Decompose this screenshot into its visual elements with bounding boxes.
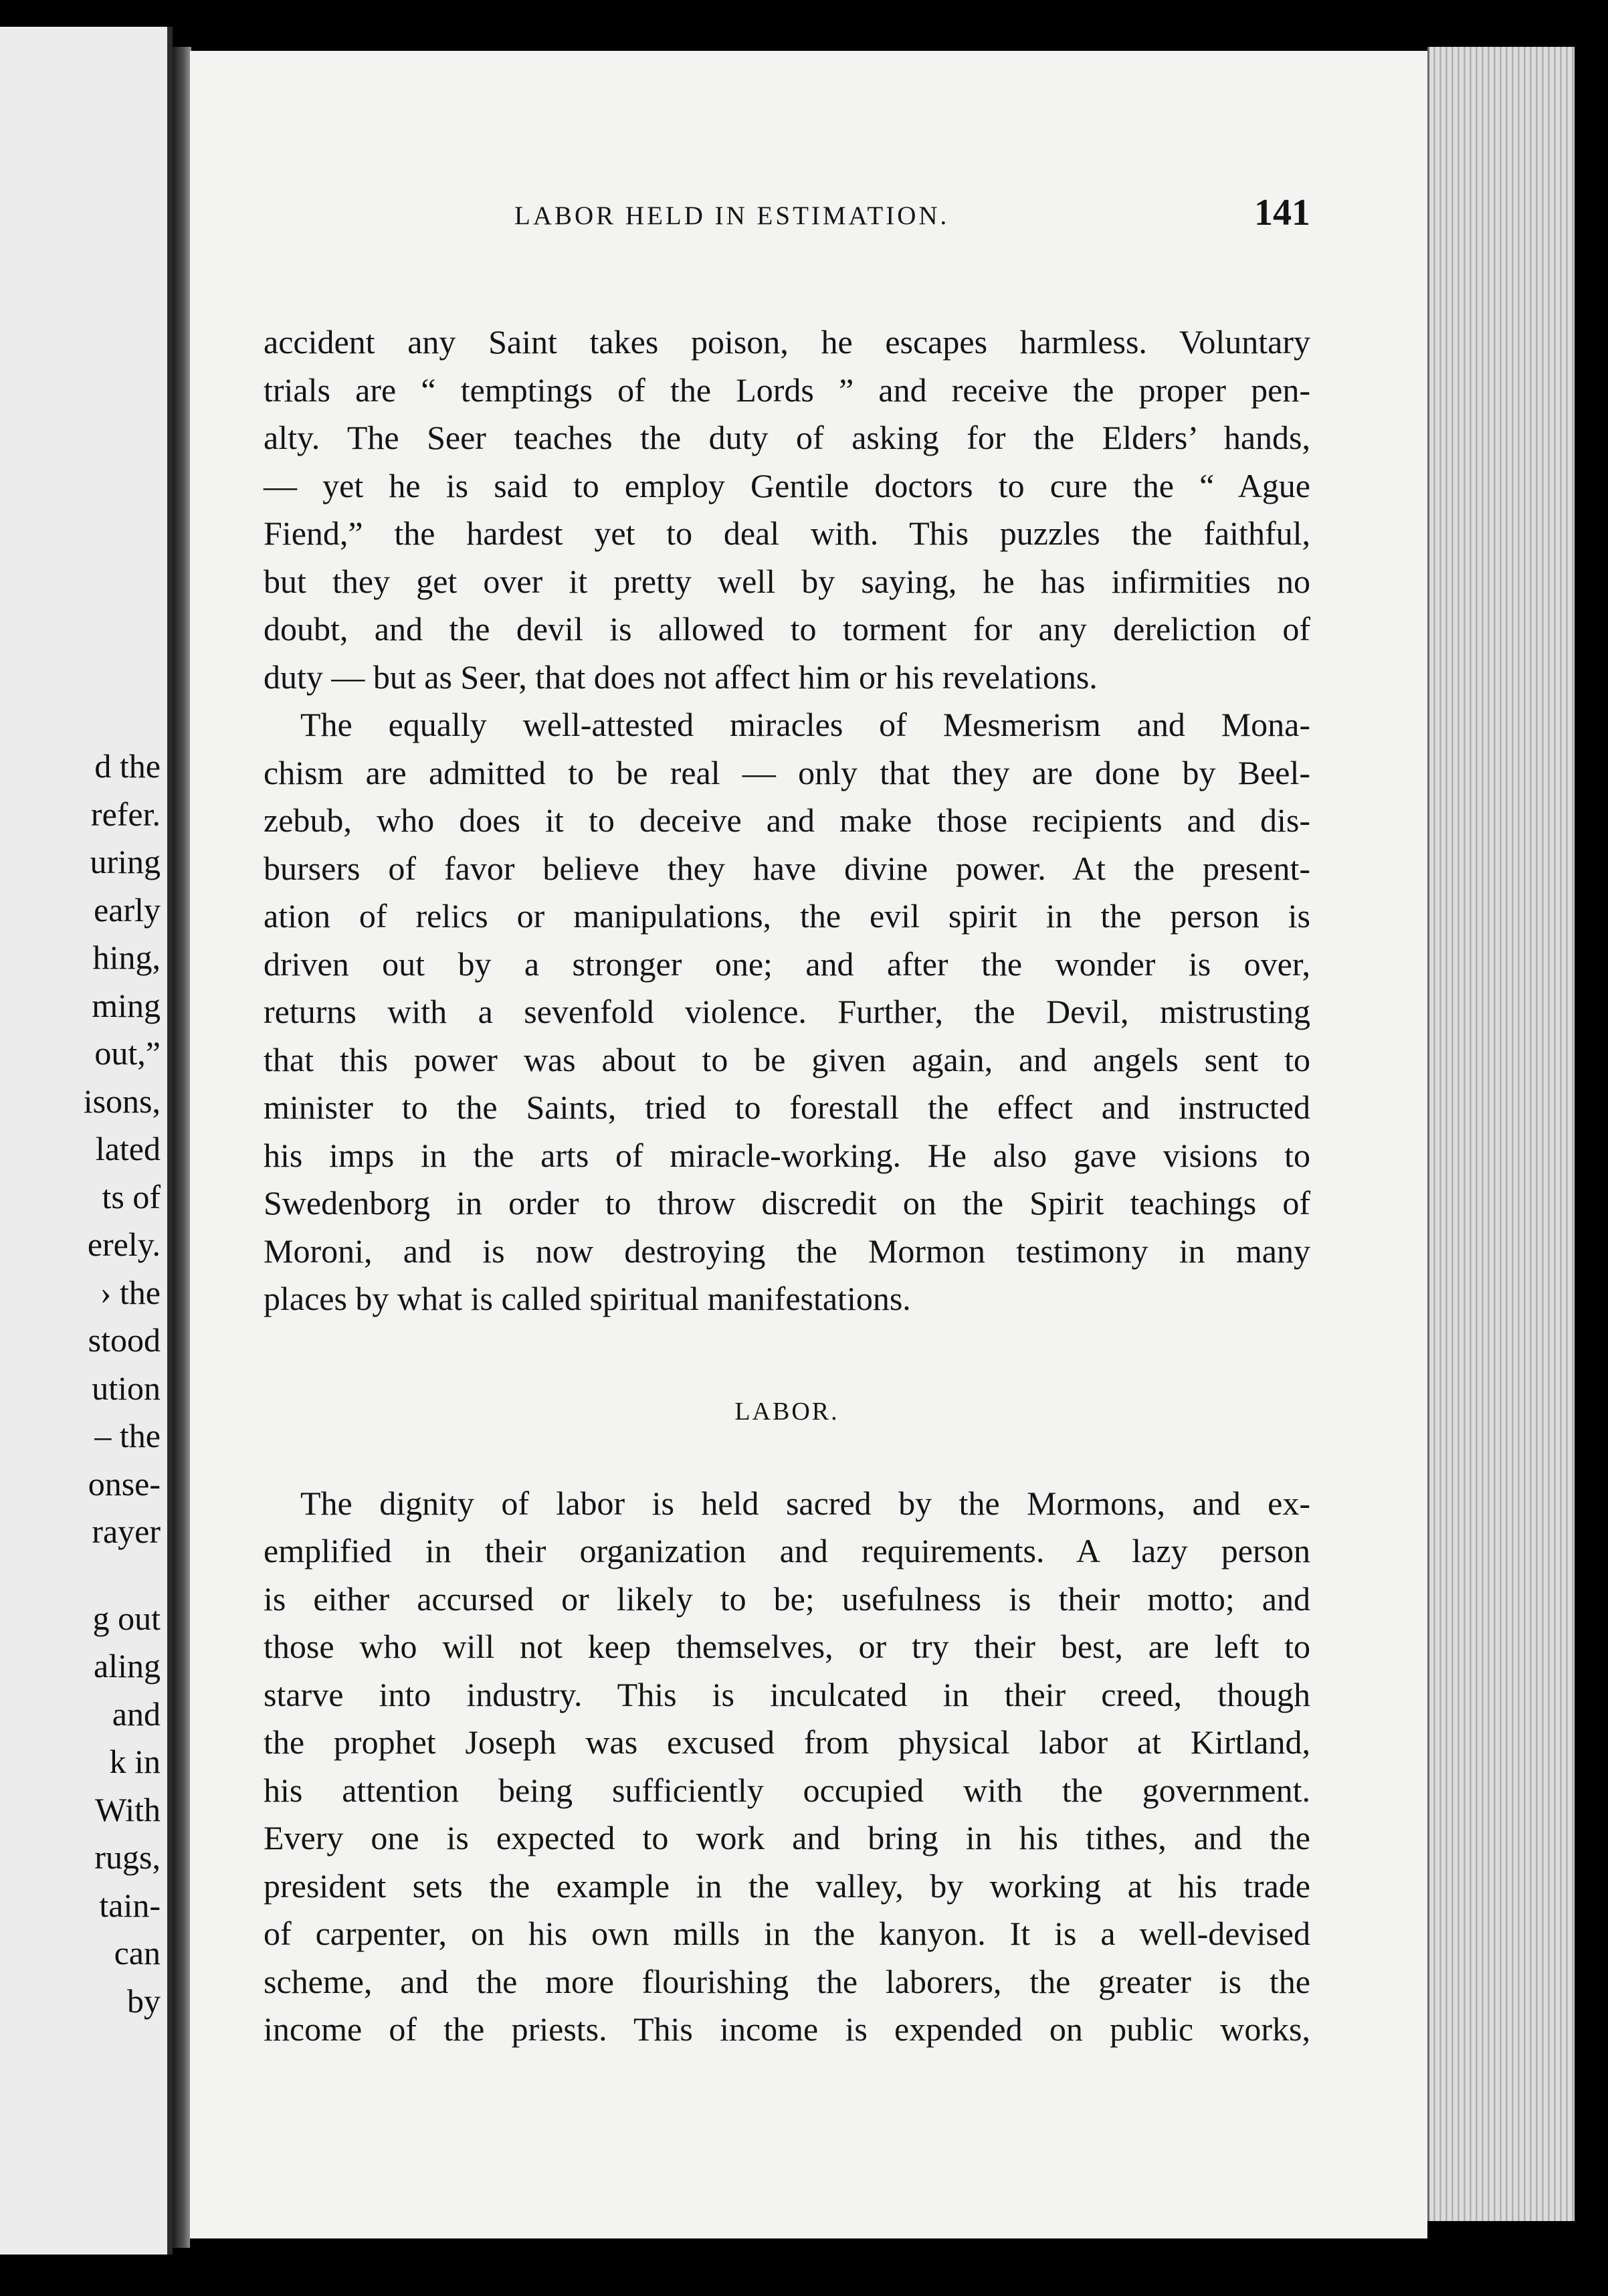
text-line: Fiend,” the hardest yet to deal with. This puzzles the faithful, bbox=[264, 514, 1310, 552]
text-line: Swedenborg in order to throw discredit on the Spirit teachings of bbox=[264, 1184, 1310, 1222]
text-line: The dignity of labor is held sacred by the Mormons, and ex- bbox=[300, 1484, 1310, 1522]
scan-border-bottom bbox=[190, 2238, 1608, 2296]
text-line: his attention being sufficiently occupied with the government. bbox=[264, 1771, 1310, 1809]
left-facing-page bbox=[0, 27, 173, 2255]
left-page-line: early bbox=[94, 890, 161, 929]
text-line: Every one is expected to work and bring in his tithes, and the bbox=[264, 1819, 1310, 1856]
left-page-line: ts of bbox=[102, 1177, 161, 1216]
text-line: is either accursed or likely to be; usefulness is their motto; and bbox=[264, 1580, 1310, 1618]
left-page-line: can bbox=[114, 1934, 161, 1972]
left-page-line: and bbox=[112, 1695, 161, 1733]
text-line: doubt, and the devil is allowed to torment for any dereliction of bbox=[264, 610, 1310, 648]
running-head-title: LABOR HELD IN ESTIMATION. bbox=[514, 201, 950, 230]
text-line: those who will not keep themselves, or try their best, are left to bbox=[264, 1628, 1310, 1665]
left-page-line: g out bbox=[92, 1599, 161, 1637]
text-line: emplified in their organization and requirements. A lazy person bbox=[264, 1532, 1310, 1569]
left-page-line: rugs, bbox=[94, 1838, 161, 1876]
text-line: — yet he is said to employ Gentile doctors to cure the “ Ague bbox=[264, 466, 1310, 504]
left-page-line: ution bbox=[92, 1369, 161, 1407]
text-line: but they get over it pretty well by saying, he has infirmities no bbox=[264, 562, 1310, 600]
text-line: accident any Saint takes poison, he escapes harmless. Voluntary bbox=[264, 323, 1310, 361]
left-page-line: hing, bbox=[92, 939, 161, 976]
page-number: 141 bbox=[1254, 192, 1310, 233]
body-text bbox=[264, 318, 1310, 2054]
text-line: starve into industry. This is inculcated in their creed, though bbox=[264, 1675, 1310, 1713]
left-page-line: With bbox=[95, 1790, 161, 1828]
text-line: of carpenter, on his own mills in the kanyon. It is a well-devised bbox=[264, 1915, 1310, 1952]
left-page-line: uring bbox=[90, 843, 161, 880]
left-page-line: isons, bbox=[83, 1082, 161, 1120]
text-line: scheme, and the more flourishing the laborers, the greater is the bbox=[264, 1962, 1310, 2000]
left-page-text bbox=[0, 743, 167, 2025]
text-line: his imps in the arts of miracle-working. He also gave visions to bbox=[264, 1136, 1310, 1174]
text-line: president sets the example in the valley, by working at his trade bbox=[264, 1867, 1310, 1905]
book-gutter bbox=[173, 47, 191, 2248]
page-edges bbox=[1427, 47, 1577, 2221]
running-head bbox=[264, 191, 1310, 245]
text-line: places by what is called spiritual manifestations. bbox=[264, 1280, 911, 1317]
text-line: income of the priests. This income is expended on public works, bbox=[264, 2010, 1310, 2048]
left-page-line: onse- bbox=[88, 1464, 161, 1503]
text-line: The equally well-attested miracles of Mesmerism and Mona- bbox=[300, 706, 1310, 743]
left-page-line: lated bbox=[95, 1130, 161, 1167]
text-line: driven out by a stronger one; and after the wonder is over, bbox=[264, 945, 1310, 983]
right-page bbox=[190, 51, 1427, 2238]
left-page-line: d the bbox=[94, 747, 161, 785]
section-heading: LABOR. bbox=[734, 1397, 839, 1426]
text-line: minister to the Saints, tried to forestall the effect and instructed bbox=[264, 1088, 1310, 1126]
text-line: that this power was about to be given again, and angels sent to bbox=[264, 1040, 1310, 1078]
text-line: returns with a sevenfold violence. Further, the Devil, mistrusting bbox=[264, 993, 1310, 1030]
text-line: ation of relics or manipulations, the evil spirit in the person is bbox=[264, 897, 1310, 935]
text-line: Moroni, and is now destroying the Mormon testimony in many bbox=[264, 1232, 1310, 1270]
scan-border-right bbox=[1575, 27, 1608, 2296]
left-page-line: tain- bbox=[99, 1886, 161, 1924]
left-page-line: – the bbox=[94, 1417, 161, 1454]
left-page-line: stood bbox=[88, 1321, 161, 1359]
left-page-line: out,” bbox=[94, 1034, 161, 1072]
left-page-line: refer. bbox=[90, 795, 161, 833]
text-line: chism are admitted to be real — only that they are done by Beel- bbox=[264, 753, 1310, 791]
left-page-line: ming bbox=[92, 986, 161, 1024]
left-page-line: aling bbox=[94, 1647, 161, 1685]
left-page-line: rayer bbox=[92, 1513, 161, 1550]
text-line: zebub, who does it to deceive and make those recipients and dis- bbox=[264, 801, 1310, 839]
text-line: alty. The Seer teaches the duty of asking for the Elders’ hands, bbox=[264, 419, 1310, 456]
left-page-line: k in bbox=[109, 1743, 161, 1780]
text-line: the prophet Joseph was excused from physical labor at Kirtland, bbox=[264, 1723, 1310, 1761]
text-line: duty — but as Seer, that does not affect him or his revelations. bbox=[264, 658, 1098, 696]
left-page-line: erely. bbox=[87, 1226, 161, 1263]
text-line: trials are “ temptings of the Lords ” and receive the proper pen- bbox=[264, 371, 1310, 409]
text-line: bursers of favor believe they have divine power. At the present- bbox=[264, 849, 1310, 887]
left-page-line: › the bbox=[100, 1273, 161, 1311]
left-page-line: by bbox=[127, 1982, 161, 2020]
